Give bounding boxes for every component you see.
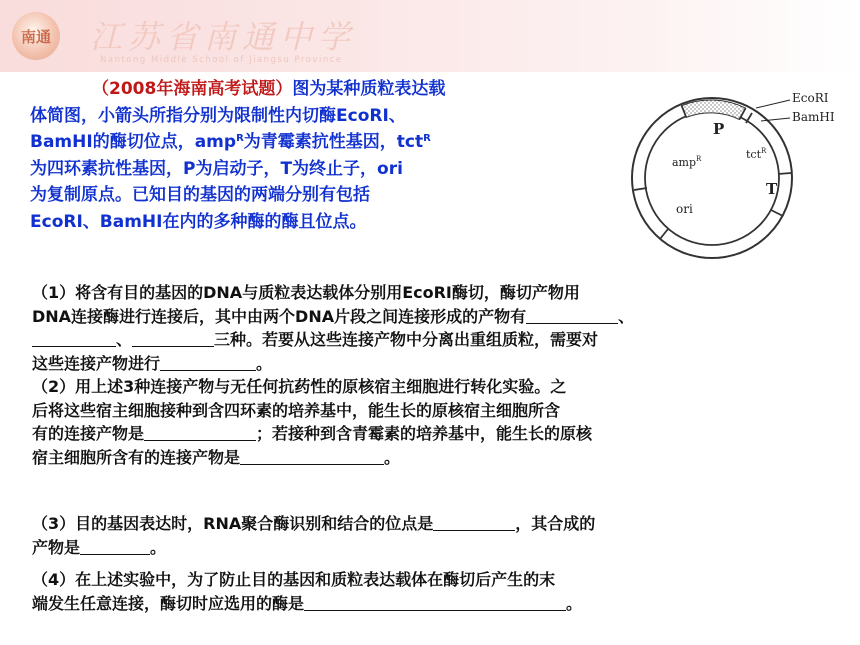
question-line: （1）将含有目的基因的DNA与质粒表达载体分别用EcoRⅠ酶切，酶切产物用 xyxy=(32,283,580,302)
intro-line-1 xyxy=(30,76,615,103)
question-text: ，其合成的 xyxy=(515,514,596,533)
segment-divider xyxy=(771,210,783,216)
promoter-label: P xyxy=(713,120,725,138)
answer-blank[interactable] xyxy=(304,594,566,611)
question-text: 、 xyxy=(116,330,133,349)
school-logo-text: 南通 xyxy=(20,27,51,46)
answer-blank[interactable] xyxy=(526,307,618,324)
question-line: 后将这些宿主细胞接种到含四环素的培养基中，能生长的原核宿主细胞所含 xyxy=(32,400,561,420)
question-line xyxy=(32,536,832,560)
intro-text: 为青霉素抗性基因，tct xyxy=(243,132,424,152)
question-4 xyxy=(32,568,832,615)
amp-label-sup: R xyxy=(696,155,702,163)
tct-label xyxy=(746,147,767,161)
header-banner xyxy=(0,0,860,72)
segment-divider xyxy=(778,173,791,174)
plasmid-inner-ring xyxy=(645,111,779,245)
intro-text: 图为某种质粒表达载 xyxy=(292,79,446,99)
answer-blank[interactable] xyxy=(132,330,214,347)
tct-label-text: tct xyxy=(746,148,762,161)
question-line xyxy=(32,352,832,376)
answer-blank[interactable] xyxy=(144,424,256,441)
question-line xyxy=(32,328,832,352)
question-text: 三种。若要从这些连接产物中分离出重组质粒，需要对 xyxy=(214,330,599,349)
question-line: （4）在上述实验中，为了防止目的基因和质粒表达载体在酶切后产生的末 xyxy=(32,570,556,589)
question-text: 、 xyxy=(618,306,635,326)
plasmid-diagram xyxy=(620,78,855,268)
question-text: DNA连接酶进行连接后，其中由两个DNA片段之间连接形成的产物有 xyxy=(32,306,527,326)
ori-label: ori xyxy=(676,202,693,216)
segment-divider xyxy=(634,188,647,190)
question-1 xyxy=(32,281,832,375)
terminator-label: T xyxy=(766,180,778,198)
question-text: 产物是 xyxy=(32,537,81,557)
intro-line-6: EcoRⅠ、BamHⅠ在内的多种酶的酶且位点。 xyxy=(30,211,367,232)
bamhi-label: BamHI xyxy=(792,110,835,124)
question-text: 。 xyxy=(384,447,401,467)
problem-intro xyxy=(30,76,615,235)
amp-label xyxy=(672,155,702,169)
ecori-cut-arrow xyxy=(756,100,790,108)
question-line xyxy=(32,512,832,536)
plasmid-outer-ring xyxy=(632,98,792,258)
answer-blank[interactable] xyxy=(240,448,384,465)
intro-text: BamHⅠ的酶切位点，amp xyxy=(30,132,237,152)
question-text: 这些连接产物进行 xyxy=(32,353,161,373)
question-line xyxy=(32,305,832,329)
question-line: （2）用上述3种连接产物与无任何抗药性的原核宿主细胞进行转化实验。之 xyxy=(32,377,567,396)
answer-blank[interactable] xyxy=(32,330,116,347)
school-logo xyxy=(12,12,60,60)
school-name: 江苏省南通中学 xyxy=(90,18,357,56)
school-name-english: Nantong Middle School of Jiangsu Province xyxy=(100,55,343,65)
plasmid-svg xyxy=(620,78,855,268)
question-text: 。 xyxy=(150,537,167,557)
question-line xyxy=(32,422,832,446)
question-line xyxy=(32,446,832,470)
ecori-label: EcoRI xyxy=(792,91,829,105)
answer-blank[interactable] xyxy=(433,514,515,531)
question-text: 有的连接产物是 xyxy=(32,424,145,443)
question-3 xyxy=(32,512,832,559)
answer-blank[interactable] xyxy=(160,354,256,371)
question-text: ；若接种到含青霉素的培养基中，能生长的原核 xyxy=(256,424,593,443)
inserted-gene-region xyxy=(682,100,746,120)
question-text: 端发生任意连接，酶切时应选用的酶是 xyxy=(32,593,305,613)
exam-source: （2008年海南高考试题） xyxy=(92,79,293,99)
intro-line-3 xyxy=(30,129,615,156)
intro-line-5: 为复制原点。已知目的基因的两端分别有包括 xyxy=(30,185,370,205)
question-line xyxy=(32,592,832,616)
intro-line-2: 体简图，小箭头所指分别为限制性内切酶EcoRⅠ、 xyxy=(30,105,406,126)
question-2 xyxy=(32,375,832,469)
question-text: 。 xyxy=(256,353,273,373)
question-text: 宿主细胞所含有的连接产物是 xyxy=(32,447,241,467)
question-text: 。 xyxy=(566,593,583,613)
tct-label-sup: R xyxy=(761,147,767,155)
superscript: R xyxy=(236,133,244,144)
amp-label-text: amp xyxy=(672,156,697,169)
superscript: R xyxy=(423,133,431,144)
segment-divider xyxy=(660,229,668,239)
intro-line-4: 为四环素抗性基因，P为启动子，T为终止子，ori xyxy=(30,158,403,179)
question-text: （3）目的基因表达时，RNA聚合酶识别和结合的位点是 xyxy=(32,514,434,533)
answer-blank[interactable] xyxy=(80,538,150,555)
